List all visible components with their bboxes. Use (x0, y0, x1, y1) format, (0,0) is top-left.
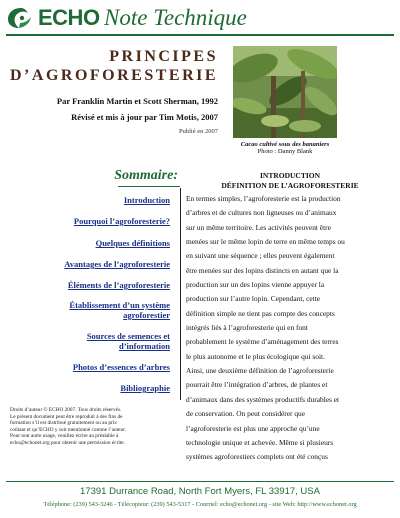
echo-leaf-logo-icon (6, 6, 36, 30)
photo-caption: Cacao cultivé sous des bananiers (240, 141, 330, 148)
body-line: Ainsi, une deuxième définition de l’agroforesterie (186, 366, 334, 376)
body-line: technologie unique et achevée. Même si plusieurs (186, 437, 334, 447)
footer-contact: Téléphone: (239) 543-3246 - Télécopieur: (239) 543-5317 - Courriel: echo@echonet.org - site Web: http://www.echonet.org (43, 501, 357, 508)
section-heading: INTRODUCTION (259, 171, 320, 180)
body-line: de conservation. On peut considérer que (186, 409, 306, 419)
body-line: En termes simples, l’agroforesterie est la production (186, 194, 341, 203)
body-line: intégrés liés à l’agroforesterie qui en font (186, 323, 308, 333)
footer-divider (6, 481, 394, 482)
body-line: production sur l’autre lopin. Cependant, cette (186, 294, 321, 304)
toc-link-sources-line-2[interactable]: d’information (119, 341, 170, 351)
summary-divider (118, 186, 180, 187)
copyright-line: echo@echonet.org pour obtenir une permission écrite. (10, 439, 125, 446)
brand-name: ECHO (38, 5, 100, 30)
toc-link-etablissement-line-2[interactable]: agroforestier (123, 310, 170, 320)
toc-link-introduction[interactable]: Introduction (123, 195, 170, 205)
toc-link-pourquoi[interactable]: Pourquoi l’agroforesterie? (73, 216, 170, 226)
document-title-line-1: PRINCIPES (109, 48, 218, 65)
footer-address: 17391 Durrance Road, North Fort Myers, FL 33917, USA (80, 486, 320, 497)
document-series: Note Technique (104, 5, 247, 30)
copyright-line: coûtant et qu’ECHO y soit mentionné comme l’auteur. (10, 426, 126, 433)
copyright-line: Le présent document peut être reproduit à des fins de (10, 413, 123, 420)
document-title-line-2: D’AGROFORESTERIE (10, 67, 219, 84)
toc-link-elements[interactable]: Éléments de l’agroforesterie (67, 280, 170, 290)
header-divider (6, 34, 394, 36)
authors: Par Franklin Martin et Scott Sherman, 1992 (56, 96, 218, 106)
body-line: production sur un des lopins vienne appuyer la (186, 280, 325, 290)
body-paragraph (186, 192, 394, 474)
revision-note: Révisé et mis à jour par Tim Motis, 2007 (71, 112, 218, 122)
subsection-heading: DÉFINITION DE L’AGROFORESTERIE (221, 181, 359, 190)
body-line: probablement le système d’aménagement des terres (186, 337, 339, 347)
toc-link-sources[interactable]: Sources de semences et (86, 331, 170, 341)
body-line: pourrait être l’intégration d’arbres, de plantes et (186, 380, 328, 390)
body-line: d’animaux dans des systèmes productifs durables et (186, 394, 340, 404)
body-line: d’arbres et de cultures non ligneuses ou d’animaux (186, 208, 337, 218)
cacao-photo (233, 46, 337, 138)
publication-date: Publié en 2007 (179, 128, 218, 135)
body-line: l’agroforesterie est plus une approche qu’une (186, 423, 320, 433)
photo-credit: Photo : Danny Blank (257, 148, 313, 155)
toc-link-photos[interactable]: Photos d’essences d’arbres (72, 362, 170, 372)
toc-link-definitions[interactable]: Quelques définitions (95, 238, 170, 248)
body-line: systèmes agroforestiers complets ont été conçus (186, 452, 328, 462)
toc-link-etablissement[interactable]: Établissement d’un système (69, 300, 170, 310)
body-line: définition simple ne tient pas compte des concepts (186, 308, 335, 318)
copyright-notice (10, 407, 178, 447)
body-line: en suivant une séquence ; elles peuvent également (186, 251, 335, 261)
copyright-line: formation s’il est distribué gratuitement ou au prix (10, 420, 117, 427)
body-line: sur un même territoire. Les activités peuvent être (186, 222, 331, 232)
body-line: le plus autonome et le plus écologique qui soit. (186, 351, 325, 361)
copyright-line: Pour tout autre usage, veuillez écrire au préalable à (10, 433, 119, 440)
summary-heading: Sommaire: (114, 168, 178, 183)
body-line: menées sur le même lopin de terre en même temps ou (186, 237, 345, 247)
toc-link-avantages[interactable]: Avantages de l’agroforesterie (64, 259, 170, 269)
column-divider (180, 188, 181, 400)
copyright-line: Droits d’auteur © ECHO 2007. Tous droits réservés. (10, 407, 122, 413)
body-line: être menées sur des lopins distincts en autant que la (186, 265, 339, 275)
toc-link-bibliographie[interactable]: Bibliographie (120, 383, 170, 393)
